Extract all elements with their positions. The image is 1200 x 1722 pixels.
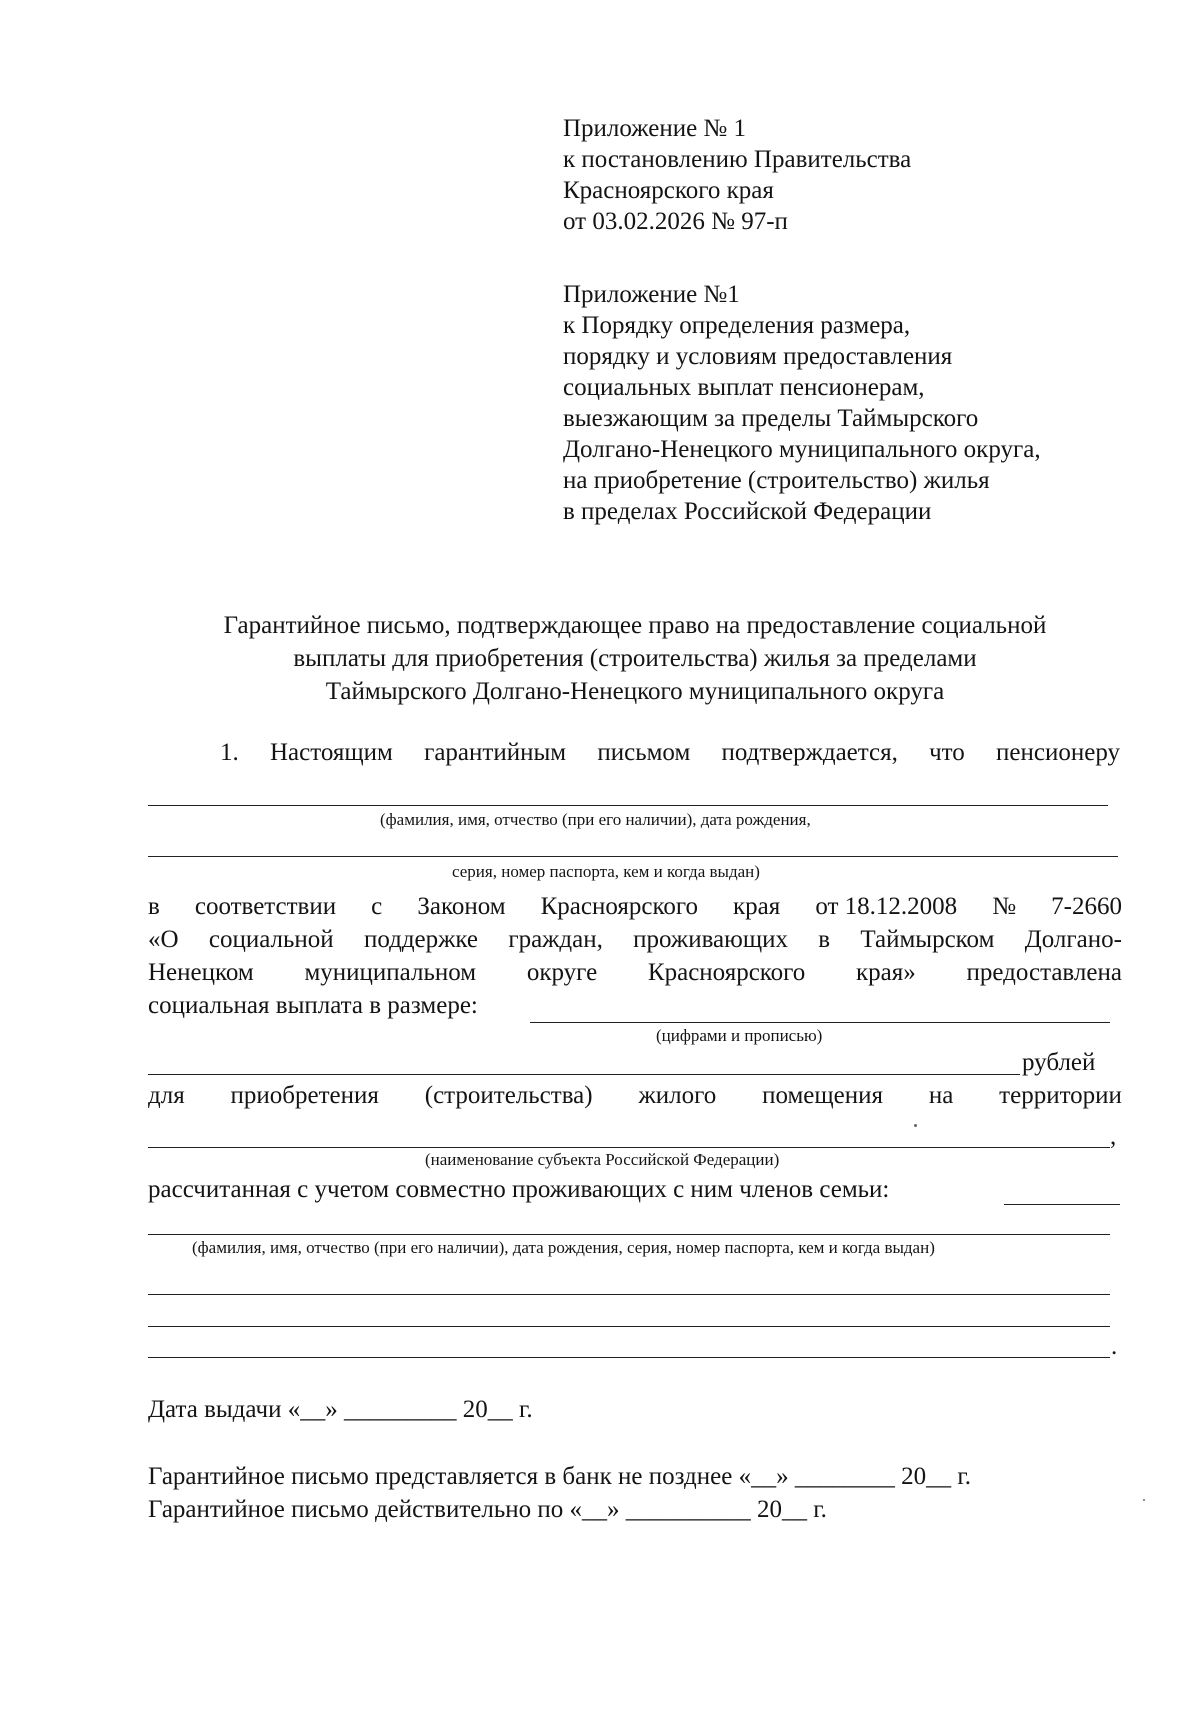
- scan-speck: [914, 1124, 917, 1127]
- para1-word: 1.: [220, 739, 239, 766]
- region-comma: ,: [1110, 1123, 1117, 1150]
- law-word: Красноярского: [540, 893, 698, 920]
- para1-word: Настоящим: [270, 739, 393, 766]
- family-members-line-1: [148, 1234, 1110, 1235]
- law-word: в: [818, 926, 831, 953]
- law-word: края»: [856, 959, 916, 986]
- bank-deadline-field: Гарантийное письмо представляется в банк не позднее «__» ________ 20__ г.: [148, 1463, 971, 1490]
- law-word: с: [371, 893, 383, 920]
- law-word: Законом: [417, 893, 506, 920]
- law-word: Красноярского: [647, 959, 806, 986]
- appendix-1-line: Красноярского края: [563, 177, 774, 204]
- amount-caption: (цифрами и прописью): [656, 1026, 823, 1045]
- appendix-2-line: Долгано-Ненецкого муниципального округа,: [563, 436, 1041, 463]
- appendix-1-line: к постановлению Правительства: [563, 146, 912, 173]
- law-word: проживающих: [633, 926, 788, 953]
- appendix-1-header: [563, 113, 911, 237]
- appendix-2-line: выезжающим за пределы Таймырского: [563, 405, 979, 432]
- pensioner-name-caption: (фамилия, имя, отчество (при его наличии), дата рождения,: [380, 810, 811, 829]
- law-word: предоставлена: [966, 959, 1122, 986]
- family-members-line-4: [148, 1357, 1110, 1358]
- para1-word: письмом: [597, 739, 691, 766]
- title-line: выплаты для приобретения (строительства) жилья за пределами: [293, 645, 977, 672]
- law-word: граждан,: [508, 926, 603, 953]
- region-caption: (наименование субъекта Российской Федерации): [425, 1150, 780, 1169]
- law-word: от 18.12.2008: [815, 893, 958, 920]
- purpose-word: помещения: [762, 1082, 883, 1109]
- law-line-3: [148, 959, 1122, 987]
- passport-caption: серия, номер паспорта, кем и когда выдан): [452, 862, 760, 881]
- family-end-dot: .: [1111, 1333, 1118, 1360]
- rubles-label: рублей: [1022, 1049, 1096, 1076]
- family-caption: (фамилия, имя, отчество (при его наличии), дата рождения, серия, номер паспорта, кем и когда выдан): [192, 1238, 935, 1257]
- appendix-2-line: порядку и условиям предоставления: [563, 343, 953, 370]
- para1-word: гарантийным: [424, 739, 567, 766]
- law-word: социальной: [208, 926, 334, 953]
- purpose-line: [148, 1082, 1122, 1110]
- appendix-2-line: к Порядку определения размера,: [563, 312, 911, 339]
- family-count-line: [1004, 1204, 1120, 1205]
- law-word: края: [733, 893, 781, 920]
- amount-line: [530, 1022, 1110, 1023]
- law-word: Долгано-: [1024, 926, 1122, 953]
- purpose-word: на: [928, 1082, 954, 1109]
- amount-words-line: [148, 1074, 1020, 1075]
- appendix-2-header: [563, 279, 1041, 527]
- appendix-1-line: Приложение № 1: [563, 115, 747, 142]
- law-word: №: [992, 893, 1017, 920]
- family-label: рассчитанная с учетом совместно проживающих с ним членов семьи:: [148, 1176, 890, 1203]
- amount-label: социальная выплата в размере:: [148, 992, 478, 1019]
- purpose-word: территории: [999, 1082, 1122, 1109]
- appendix-2-line: Приложение №1: [563, 281, 740, 308]
- validity-date-field: Гарантийное письмо действительно по «__» __________ 20__ г.: [148, 1496, 827, 1523]
- purpose-word: жилого: [638, 1082, 717, 1109]
- law-line-2: [148, 926, 1122, 954]
- law-word: Таймырском: [860, 926, 995, 953]
- law-word: Ненецком: [148, 959, 254, 986]
- appendix-2-line: на приобретение (строительство) жилья: [563, 467, 990, 494]
- purpose-word: для: [148, 1082, 185, 1109]
- law-word: муниципальном: [304, 959, 477, 986]
- law-word: округе: [526, 959, 598, 986]
- scan-speck: [1143, 1499, 1145, 1501]
- law-line-1: [148, 893, 1122, 921]
- passport-line: [148, 856, 1118, 857]
- law-word: «О: [148, 926, 179, 953]
- title-line: Таймырского Долгано-Ненецкого муниципального округа: [325, 678, 945, 705]
- law-word: поддержке: [363, 926, 479, 953]
- document-title: [140, 609, 1130, 708]
- title-line: Гарантийное письмо, подтверждающее право на предоставление социальной: [223, 612, 1047, 639]
- appendix-1-line: от 03.02.2026 № 97-п: [563, 208, 788, 235]
- para1-word: подтверждается,: [721, 739, 898, 766]
- law-word: в: [148, 893, 160, 920]
- appendix-2-line: в пределах Российской Федерации: [563, 498, 932, 525]
- pensioner-name-line: [148, 805, 1108, 806]
- para1-word: что: [929, 739, 965, 766]
- para1-word: пенсионеру: [996, 739, 1120, 766]
- law-word: соответствии: [194, 893, 337, 920]
- para1-intro-line: [220, 739, 1120, 767]
- appendix-2-line: социальных выплат пенсионерам,: [563, 374, 925, 401]
- issue-date-field: Дата выдачи «__» _________ 20__ г.: [148, 1396, 533, 1423]
- family-members-line-2: [148, 1294, 1110, 1295]
- family-members-line-3: [148, 1326, 1110, 1327]
- region-line: [148, 1147, 1110, 1148]
- purpose-word: приобретения: [230, 1082, 379, 1109]
- law-word: 7-2660: [1051, 893, 1122, 920]
- purpose-word: (строительства): [424, 1082, 593, 1109]
